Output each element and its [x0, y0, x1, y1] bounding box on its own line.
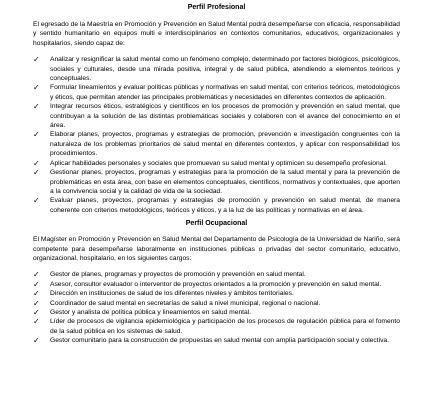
list-item: ✓ Gestionar planes, proyectos, programas y estrategias para la promoción de la salud mental y para la prevención de problemáticas en esta área, con base en elementos conceptuales, científicos, normativos y contextuales, que aporten a la convivencia social y la calidad de vida de la sociedad.: [33, 168, 400, 195]
list-item: ✓ Formular lineamientos y evaluar políticas públicas y normativas en salud mental, con criterios teóricos, metodológicos y éticos, que permitan atender las principales problemáticas y necesidades en diferentes contextos de aplicación.: [33, 83, 400, 101]
checkmark-icon: ✓: [33, 168, 40, 178]
list-item: ✓ Coordinador de salud mental en secretarías de salud a nivel municipal, regional o nacional.: [33, 298, 321, 308]
list-item: ✓ Elaborar planes, proyectos, programas y estrategias de promoción, prevención e investigación congruentes con la naturaleza de los problemas prioritarios de salud mental en diferentes contextos, y aplicar con responsabilidad los procedimientos.: [33, 130, 400, 158]
checkmark-icon: ✓: [33, 279, 40, 289]
checkmark-icon: ✓: [33, 317, 40, 327]
checkmark-icon: ✓: [33, 55, 40, 65]
checkmark-icon: ✓: [33, 83, 40, 93]
list-item: ✓ Dirección en instituciones de salud de los diferentes niveles y ámbitos territoriales.: [33, 289, 294, 299]
section-intro-perfil-ocupacional: El Magíster en Promoción y Prevención en Salud Mental del Departamento de Psicología de la Universidad de Nariño, será competente para desempeñarse laboralmente en instituciones públicas o privadas del sector comunitario, educativo, organizacional, hospitalario, en los siguientes cargos:: [33, 236, 400, 262]
checkmark-icon: ✓: [33, 298, 40, 308]
section-intro-perfil-profesional: El egresado de la Maestría en Promoción y Prevención en Salud Mental podrá desempeñarse con eficacia, responsabilidad y sentido humanitario en equipos multi e interdisciplinarios en contextos comunitarios, educativos, organizacionales y hospitalarios, siendo capaz de:: [33, 21, 400, 47]
checkmark-icon: ✓: [33, 270, 40, 280]
checklist-perfil-profesional: [33, 55, 400, 215]
checkmark-icon: ✓: [33, 307, 40, 317]
list-item: ✓ Evaluar planes, proyectos, programas y estrategias de promoción y prevención en salud mental, de manera coherente con criterios metodológicos, teóricos y éticos, y a la luz de las políticas y normativas en el área.: [33, 196, 400, 214]
list-item: ✓ Analizar y resignificar la salud mental como un fenómeno complejo, determinado por factores biológicos, psicológicos, sociales y culturales, desde una mirada positiva, integral y de salud pública, atendiendo a elementos teóricos y conceptuales.: [33, 55, 400, 83]
list-item: ✓ Asesor, consultor evaluador o interventor de proyectos orientados a la promoción y prevención en salud mental.: [33, 279, 382, 289]
checkmark-icon: ✓: [33, 102, 40, 112]
section-heading-perfil-ocupacional: Perfil Ocupacional: [185, 220, 248, 228]
list-item: ✓ Gestor y analista de política pública y lineamientos en salud mental.: [33, 307, 252, 317]
checkmark-icon: ✓: [33, 158, 40, 168]
checkmark-icon: ✓: [33, 289, 40, 299]
section-heading-perfil-profesional: Perfil Profesional: [187, 4, 246, 11]
list-item: ✓ Líder de procesos de vigilancia epidemiológica y participación de los procesos de regulación pública para el fomento de la salud pública en los sistemas de salud.: [33, 317, 400, 335]
checklist-perfil-ocupacional: [33, 270, 400, 345]
list-item: ✓ Aplicar habilidades personales y sociales que promuevan su salud mental y optimicen su desempeño profesional.: [33, 158, 387, 168]
list-item: ✓ Gestor comunitario para la construcción de propuestas en salud mental con amplia participación social y colectiva.: [33, 336, 390, 346]
list-item: ✓ Gestor de planes, programas y proyectos de promoción y prevención en salud mental.: [33, 270, 306, 280]
checkmark-icon: ✓: [33, 130, 40, 140]
checkmark-icon: ✓: [33, 196, 40, 206]
checkmark-icon: ✓: [33, 336, 40, 346]
list-item: ✓ Integrar recursos éticos, estratégicos y científicos en los procesos de promoción y prevención en salud mental, que contribuyan a la solución de las distintas problemáticas sociales y colaboren con el avance del conocimiento en el área.: [33, 102, 400, 130]
